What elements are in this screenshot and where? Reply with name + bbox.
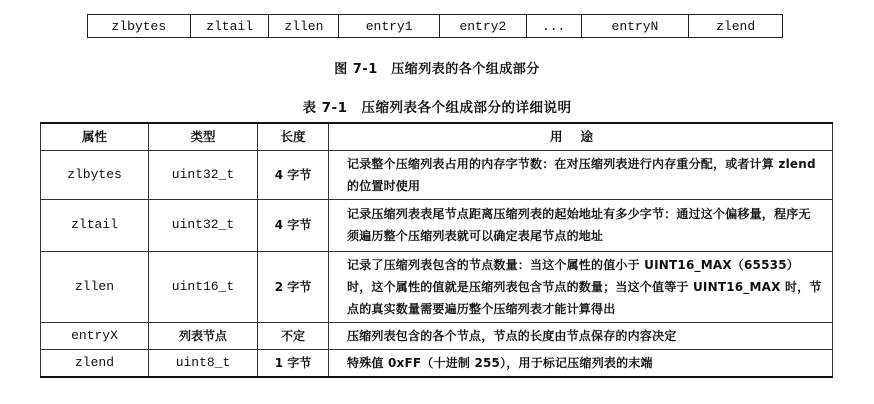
table-row — [41, 150, 833, 199]
table-row — [41, 251, 833, 322]
ziplist-cell-entry2: entry2 — [440, 15, 527, 37]
row-length: 4 字节 — [258, 150, 329, 199]
header-type: 类型 — [149, 123, 258, 150]
ziplist-cell-zltail: zltail — [191, 15, 270, 37]
ziplist-cell-zlbytes: zlbytes — [88, 15, 191, 37]
ziplist-cell-entry1: entry1 — [339, 15, 440, 37]
row-type: 列表节点 — [149, 322, 258, 349]
figure-caption: 图 7-1 压缩列表的各个组成部分 — [334, 62, 540, 77]
row-description: 记录整个压缩列表占用的内存字节数：在对压缩列表进行内存重分配，或者计算 zlend 的位置时使用 — [329, 150, 833, 199]
table-header-row — [41, 123, 833, 150]
row-description: 特殊值 0xFF（十进制 255），用于标记压缩列表的末端 — [329, 349, 833, 377]
ziplist-cell-zlend: zlend — [716, 18, 756, 34]
row-attr: zlbytes — [41, 150, 149, 199]
row-length: 1 字节 — [258, 349, 329, 377]
ziplist-cell-entryN: entryN — [582, 15, 690, 37]
ziplist-layout-diagram — [87, 14, 783, 38]
row-type: uint16_t — [149, 251, 258, 322]
row-description: 记录压缩列表表尾节点距离压缩列表的起始地址有多少字节：通过这个偏移量，程序无须遍历整个压缩列表就可以确定表尾节点的地址 — [329, 199, 833, 251]
row-length: 4 字节 — [258, 199, 329, 251]
row-description: 压缩列表包含的各个节点，节点的长度由节点保存的内容决定 — [329, 322, 833, 349]
row-type: uint32_t — [149, 150, 258, 199]
header-attr: 属性 — [41, 123, 149, 150]
row-attr: zltail — [41, 199, 149, 251]
ziplist-cell-ellipsis: ... — [527, 15, 582, 37]
row-attr: zlend — [41, 349, 149, 377]
row-type: uint8_t — [149, 349, 258, 377]
ziplist-cell-zllen: zllen — [269, 15, 339, 37]
table-row — [41, 322, 833, 349]
table-caption: 表 7-1 压缩列表各个组成部分的详细说明 — [302, 100, 572, 116]
row-length: 不定 — [258, 322, 329, 349]
table-row — [41, 199, 833, 251]
header-usage: 用途 — [329, 123, 833, 150]
row-attr: entryX — [41, 322, 149, 349]
row-description: 记录了压缩列表包含的节点数量：当这个属性的值小于 UINT16_MAX（65535）时，这个属性的值就是压缩列表包含节点的数量；当这个值等于 UINT16_MAX 时，节点的真实数量需要遍历整个压缩列表才能计算得出 — [329, 251, 833, 322]
table-row — [41, 349, 833, 377]
header-length: 长度 — [258, 123, 329, 150]
ziplist-fields-table — [40, 122, 833, 378]
row-attr: zllen — [41, 251, 149, 322]
row-length: 2 字节 — [258, 251, 329, 322]
row-type: uint32_t — [149, 199, 258, 251]
